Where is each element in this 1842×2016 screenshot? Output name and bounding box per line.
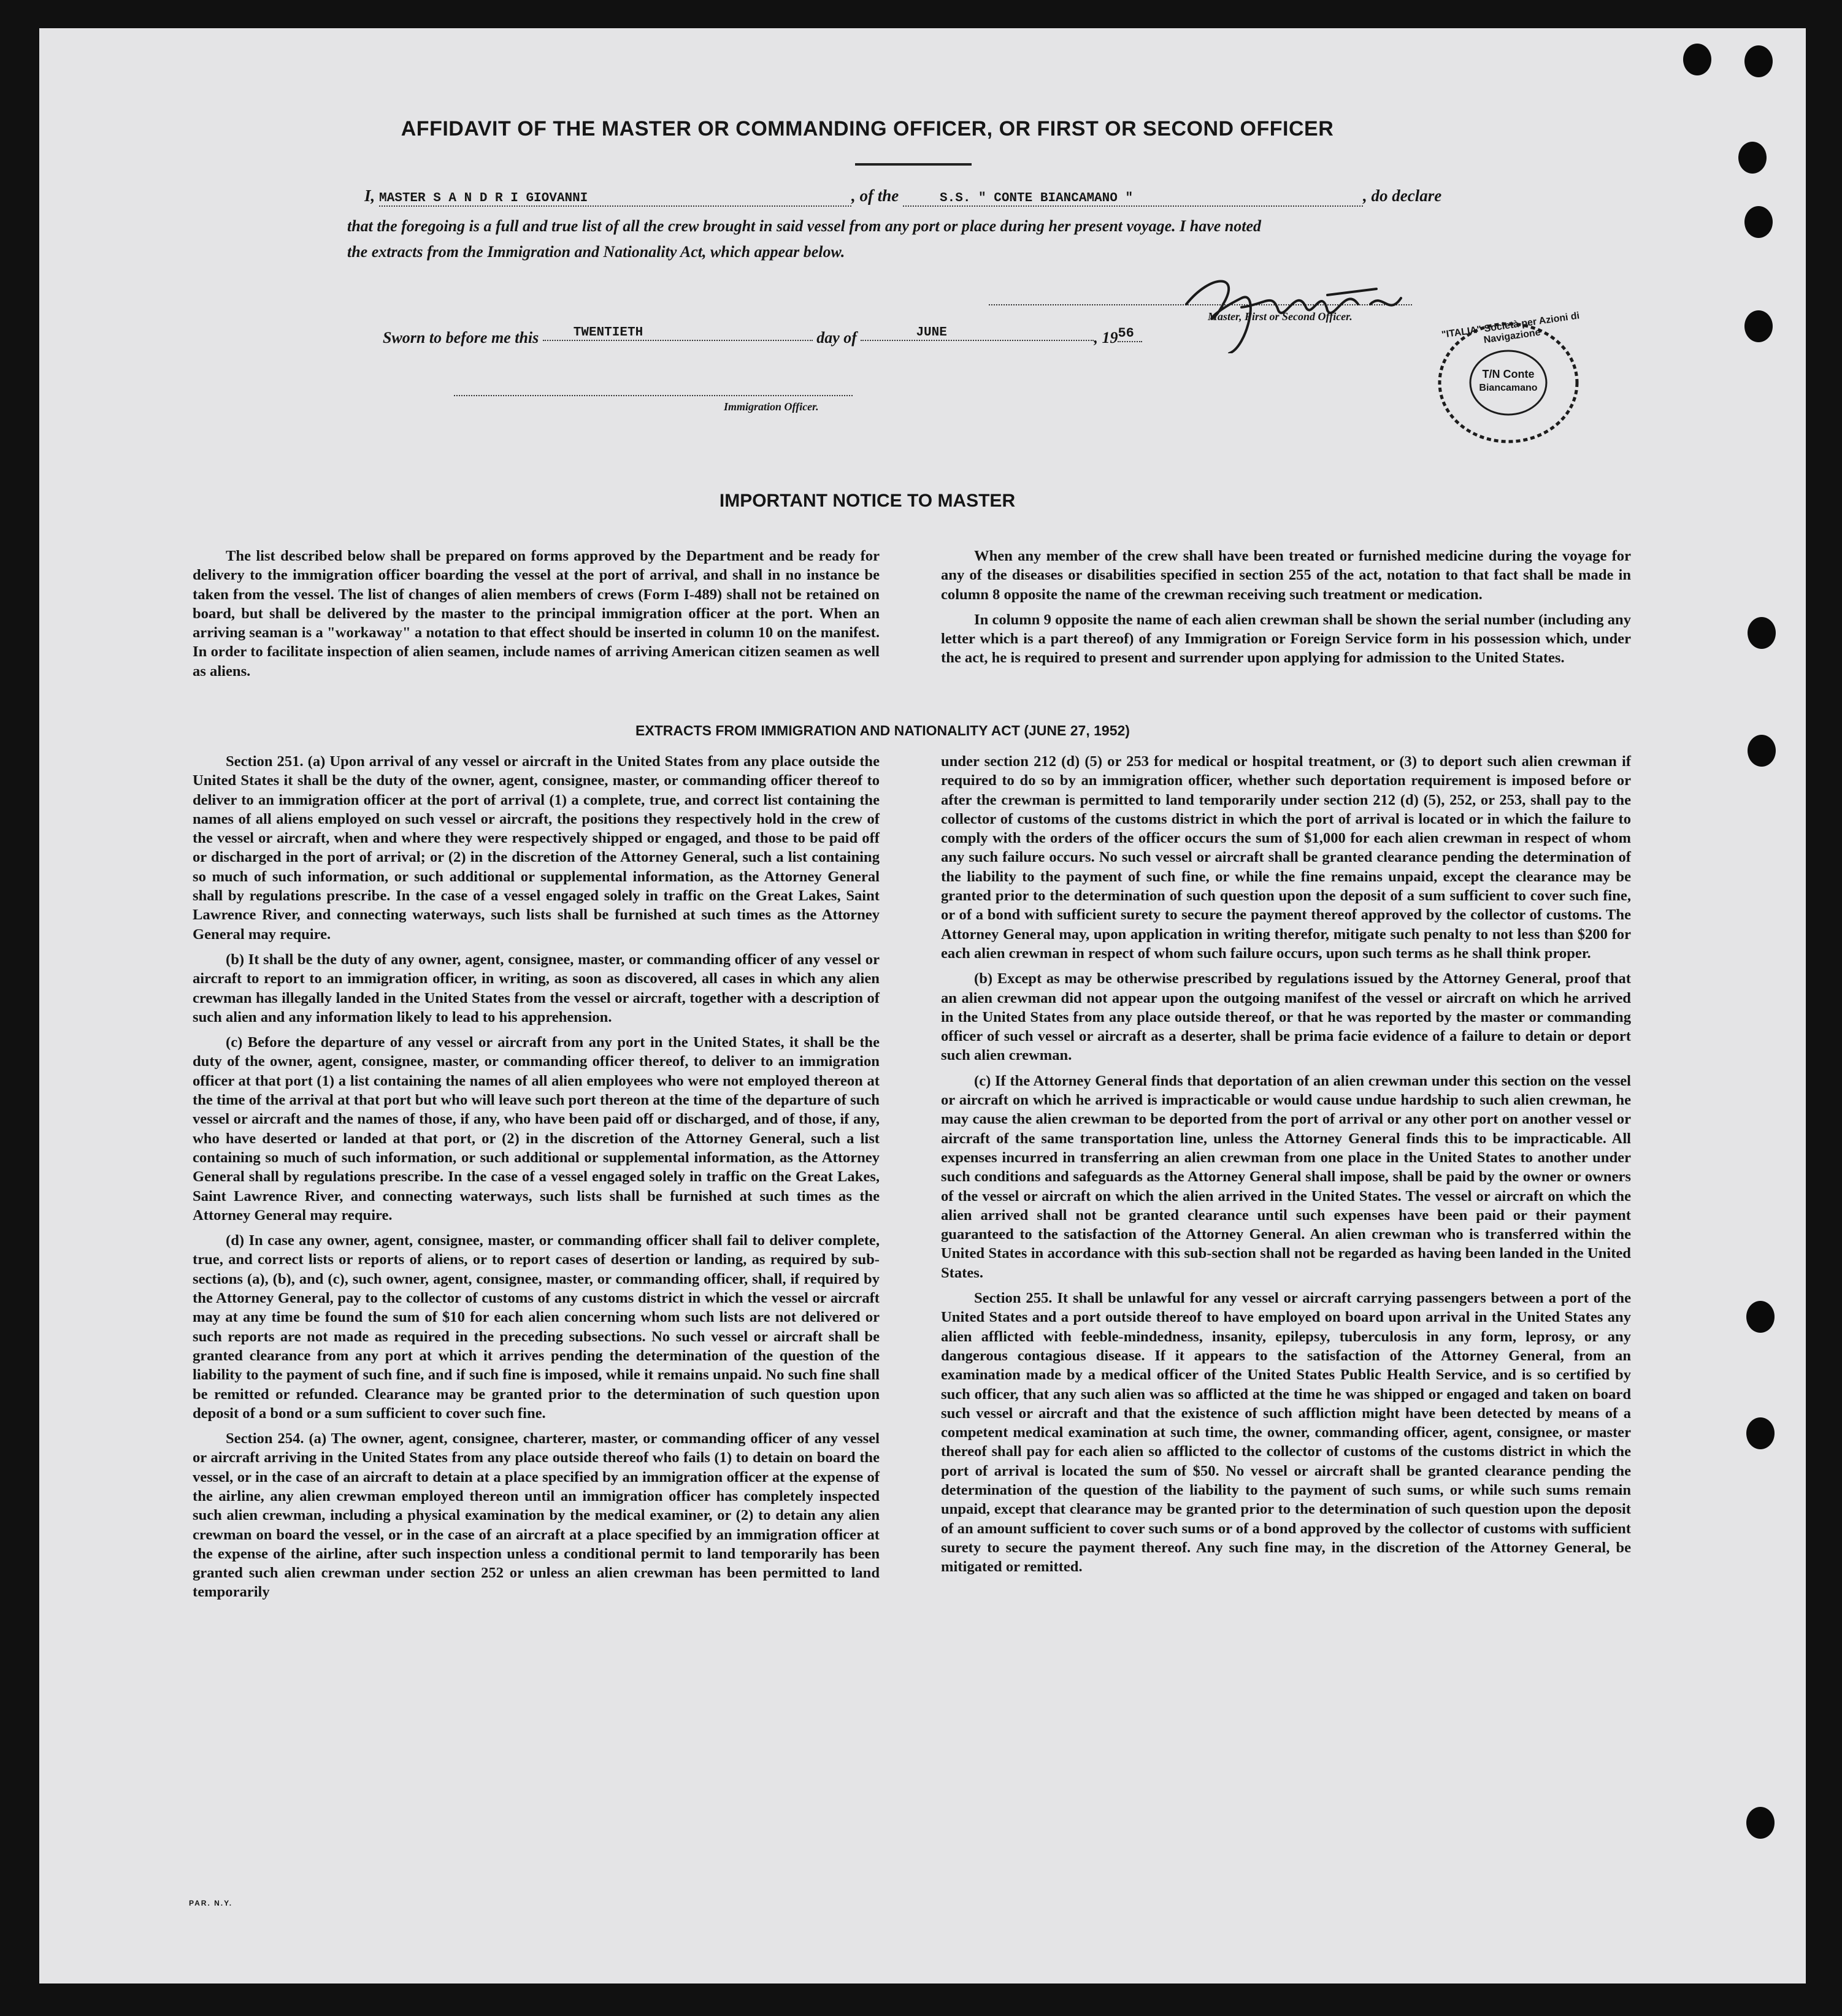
extract-paragraph: (d) In case any owner, agent, consignee, master, or commanding officer shall fail to deliver complete, true, and correct lists or reports of aliens, or to report cases of desertion or landing, as required by sub-sections (a), (b), and (c), such owner, agent, consignee, master, or commanding officer, shall, if required by the Attorney General, pay to the collector of customs of any customs district in which the vessel or aircraft may at any time be found the sum of $10 for each alien concerning whom such lists are not delivered or such reports are not made as required in the preceding subsections. No such vessel or aircraft shall be granted clearance from any port at which it arrives pending the determination of the question of the liability to the payment of such fine, and if such fine is imposed, while it remains unpaid. No such fine shall be remitted or refunded. Clearance may be granted prior to the determination of such question upon deposit of a bond or a sum sufficient to cover such fine. <box>193 1232 880 1422</box>
master-name-field[interactable]: MASTER S A N D R I GIOVANNI <box>379 191 851 207</box>
title-divider <box>855 163 972 166</box>
month-field[interactable]: JUNE <box>861 326 1094 341</box>
notice-paragraph: In column 9 opposite the name of each alien crewman shall be shown the serial number (including any letter which is a part thereof) of any Immigration or Foreign Service form in his possession which, under the act, he is required to present and surrender upon applying for admission to the United States. <box>941 611 1631 667</box>
declaration-statement-2: the extracts from the Immigration and Nationality Act, which appear below. <box>347 243 845 261</box>
officer-caption: Immigration Officer. <box>724 401 819 413</box>
extract-paragraph: Section 254. (a) The owner, agent, consignee, charterer, master, or commanding officer of any vessel or aircraft arriving in the United States from any place outside thereof who fails (1) to detain on board the vessel, or in the case of an aircraft to detain at a place specified by an immigration officer at the expense of the airline, any alien crewman employed thereon until an immigration officer has completely inspected such alien crewman, including a physical examination by the medical examiner, or (2) to detain any alien crewman on board the vessel, or in the case of an aircraft at a place specified by an immigration officer at the expense of the airline, after such inspection unless a conditional permit to land temporarily has been granted such alien crewman under section 252 or unless an alien crewman has been permitted to land temporarily <box>193 1430 880 1601</box>
of-the-label: , of the <box>851 186 899 205</box>
notice-paragraph: The list described below shall be prepared on forms approved by the Department and be ready for delivery to the immigration officer boarding the vessel at the port of arrival, and shall in no instance be taken from the vessel. The list of changes of alien members of crews (Form I-489) shall not be retained on board, but shall be delivered by the master to the principal immigration officer at the port. When an arriving seaman is a "workaway" a notation to that effect should be inserted in column 10 on the manifest. In order to facilitate inspection of alien seamen, include names of arriving American citizen seamen as well as aliens. <box>193 548 880 680</box>
punch-hole <box>1738 142 1767 174</box>
immigration-officer-line <box>454 395 853 396</box>
punch-hole <box>1746 1807 1775 1839</box>
notice-title: IMPORTANT NOTICE TO MASTER <box>719 491 1016 511</box>
extract-paragraph: (b) Except as may be otherwise prescribed by regulations issued by the Attorney General, proof that an alien crewman did not appear upon the outgoing manifest of the vessel or aircraft on which he arrived in the United States from any place outside thereof, or that he was reported by the master or commanding officer of such vessel or aircraft as a deserter, shall be prima facie evidence of a failure to detain or deport such alien crewman. <box>941 970 1631 1064</box>
ship-stamp <box>1416 310 1594 450</box>
year-field[interactable]: 56 <box>1118 326 1142 342</box>
extract-paragraph: (c) Before the departure of any vessel or aircraft from any port in the United States, it shall be the duty of the owner, agent, consignee, master, or commanding officer thereof, to deliver to an immigration officer at that port (1) a list containing the names of all alien employees who were not employed thereon at the time of the arrival at that port but who will leave such port thereon at the time of the departure of such vessel or aircraft and the names of those, if any, who have been paid off or discharged, and of those, if any, who have deserted or landed at that port, or (2) in the discretion of the Attorney General, such a list containing so much of such information, or such additional or supplemental information, as the Attorney General shall by regulations prescribe. In the case of a vessel engaged solely in traffic on the Great Lakes, Saint Lawrence River, and connecting waterways, such lists shall be furnished at such times as the Attorney General may require. <box>193 1034 880 1224</box>
extract-paragraph: Section 251. (a) Upon arrival of any vessel or aircraft in the United States from any place outside the United States it shall be the duty of the owner, agent, consignee, master, or commanding officer thereof to deliver to an immigration officer at the port of arrival (1) a complete, true, and correct list containing the names of all aliens employed on such vessel or aircraft, the positions they respectively hold in the crew of the vessel or aircraft, when and where they were respectively shipped or engaged, and those to be paid off or discharged in the port of arrival; or (2) in the discretion of the Attorney General, such a list containing so much of such information, or such additional or supplemental information, as the Attorney General shall by regulations prescribe. In the case of a vessel engaged solely in traffic on the Great Lakes, Saint Lawrence River, and connecting waterways, such lists shall be furnished at such times as the Attorney General may require. <box>193 753 880 943</box>
punch-hole <box>1744 206 1773 238</box>
extracts-title: EXTRACTS FROM IMMIGRATION AND NATIONALITY ACT (JUNE 27, 1952) <box>635 722 1130 738</box>
notice-right-column <box>941 546 1631 674</box>
declaration-line <box>364 186 1659 207</box>
affidavit-title: AFFIDAVIT OF THE MASTER OR COMMANDING OFFICER, OR FIRST OR SECOND OFFICER <box>401 117 1334 140</box>
printer-mark: PAR. N.Y. <box>189 1899 233 1907</box>
punch-hole <box>1748 735 1776 767</box>
year-label: , 19 <box>1094 329 1118 347</box>
sworn-label: Sworn to before me this <box>383 329 539 347</box>
declaration-statement-1: that the foregoing is a full and true list of all the crew brought in said vessel from any port or place during her present voyage. I have noted <box>347 217 1262 235</box>
do-declare-label: , do declare <box>1363 186 1442 205</box>
notice-paragraph: When any member of the crew shall have been treated or furnished medicine during the voyage for any of the diseases or disabilities specified in section 255 of the act, notation to that fact shall be made in column 8 opposite the name of the crewman receiving such treatment or medication. <box>941 548 1631 603</box>
notice-left-column <box>193 546 880 687</box>
punch-hole <box>1746 1301 1775 1333</box>
document-page <box>39 28 1806 1983</box>
extracts-left-column <box>193 752 880 1608</box>
extracts-right-column <box>941 752 1631 1582</box>
pronoun-label: I, <box>364 186 375 205</box>
extract-paragraph: under section 212 (d) (5) or 253 for medical or hospital treatment, or (3) to deport such alien crewman if required to do so by an immigration officer, whether such deportation requirement is imposed before or after the crewman is permitted to land temporarily under section 212 (d) (5), 252, or 253, shall pay to the collector of customs of the customs district in which the port of arrival is located or in which the failure to comply with the orders of the officer occurs the sum of $1,000 for each alien crewman in respect of whom any such failure occurs. No such vessel or aircraft shall be granted clearance pending the determination of the liability to the payment of such fine, or while the fine remains unpaid, except the clearance may be granted prior to the determination of such question upon the deposit of a sum sufficient to cover such fine, or of a bond with sufficient surety to secure the payment thereof approved by the collector of customs. The Attorney General may, upon application in writing therefor, mitigate such penalty to not less than $200 for each alien crewman in respect of whom such failure occurs, upon such terms as he shall think proper. <box>941 753 1631 962</box>
stamp-outer-text: "ITALIA" Società per Azioni di Navigazione <box>1441 310 1581 346</box>
day-of-label: day of <box>816 329 857 347</box>
extract-paragraph: (b) It shall be the duty of any owner, agent, consignee, master, or commanding officer of any vessel or aircraft to report to an immigration officer, in writing, as soon as discovered, all cases in which any alien crewman has illegally landed in the United States from the vessel or aircraft, together with a description of such alien and any information likely to lead to his apprehension. <box>193 951 880 1025</box>
stamp-inner-line-2: Biancamano <box>1479 383 1538 393</box>
day-field[interactable]: TWENTIETH <box>543 326 813 341</box>
extract-paragraph: (c) If the Attorney General finds that deportation of an alien crewman under this section on the vessel or aircraft on which he arrived is impracticable or would cause undue hardship to such alien crewman, he may cause the alien crewman to be deported from the port of arrival or any other port on another vessel or aircraft of the same transportation line, unless the Attorney General finds this to be impracticable. All expenses incurred in transferring an alien crewman from one place in the United States to another under such conditions and safeguards as the Attorney General shall impose, shall be paid by the owner or owners of the vessel or aircraft on which the alien arrived in the United States. The vessel or aircraft on which the alien arrived shall not be granted clearance until such expenses have been paid or their payment guaranteed to the satisfaction of the Attorney General. An alien crewman who is transferred within the United States in accordance with this sub-section shall not be regarded as having been landed in the United States. <box>941 1072 1631 1281</box>
master-caption: Master, First or Second Officer. <box>1208 310 1353 323</box>
vessel-name-field[interactable]: S.S. " CONTE BIANCAMANO " <box>903 191 1363 207</box>
stamp-inner-line-1: T/N Conte <box>1482 368 1535 380</box>
punch-hole <box>1746 1417 1775 1449</box>
punch-hole <box>1744 310 1773 342</box>
extract-paragraph: Section 255. It shall be unlawful for any vessel or aircraft carrying passengers between a port of the United States and a port outside thereof to have employed on board upon arrival in the United States any alien afflicted with feeble-mindedness, insanity, epilepsy, tuberculosis in any form, leprosy, or any dangerous contagious disease. If it appears to the satisfaction of the Attorney General, from an examination made by a medical officer of the United States Public Health Service, and is so certified by such officer, that any such alien was so afflicted at the time he was shipped or engaged and taken on board such vessel or aircraft and that the existence of such affliction might have been detected by means of a competent medical examination at such time, the owner, commanding officer, agent, consignee, or master thereof shall pay for each alien so afflicted to the collector of customs of the customs district in which the port of arrival is located the sum of $50. No vessel or aircraft shall be granted clearance pending the determination of the question of the liability to the payment of such sums, or while such sums remain unpaid, except that clearance may be granted prior to the determination of such question upon the deposit of an amount sufficient to cover such sums or of a bond approved by the collector of customs with sufficient surety to secure the payment thereof. Any such fine may, in the discretion of the Attorney General, be mitigated or remitted. <box>941 1290 1631 1576</box>
punch-hole <box>1748 617 1776 649</box>
punch-hole <box>1744 45 1773 77</box>
punch-hole <box>1683 44 1711 75</box>
